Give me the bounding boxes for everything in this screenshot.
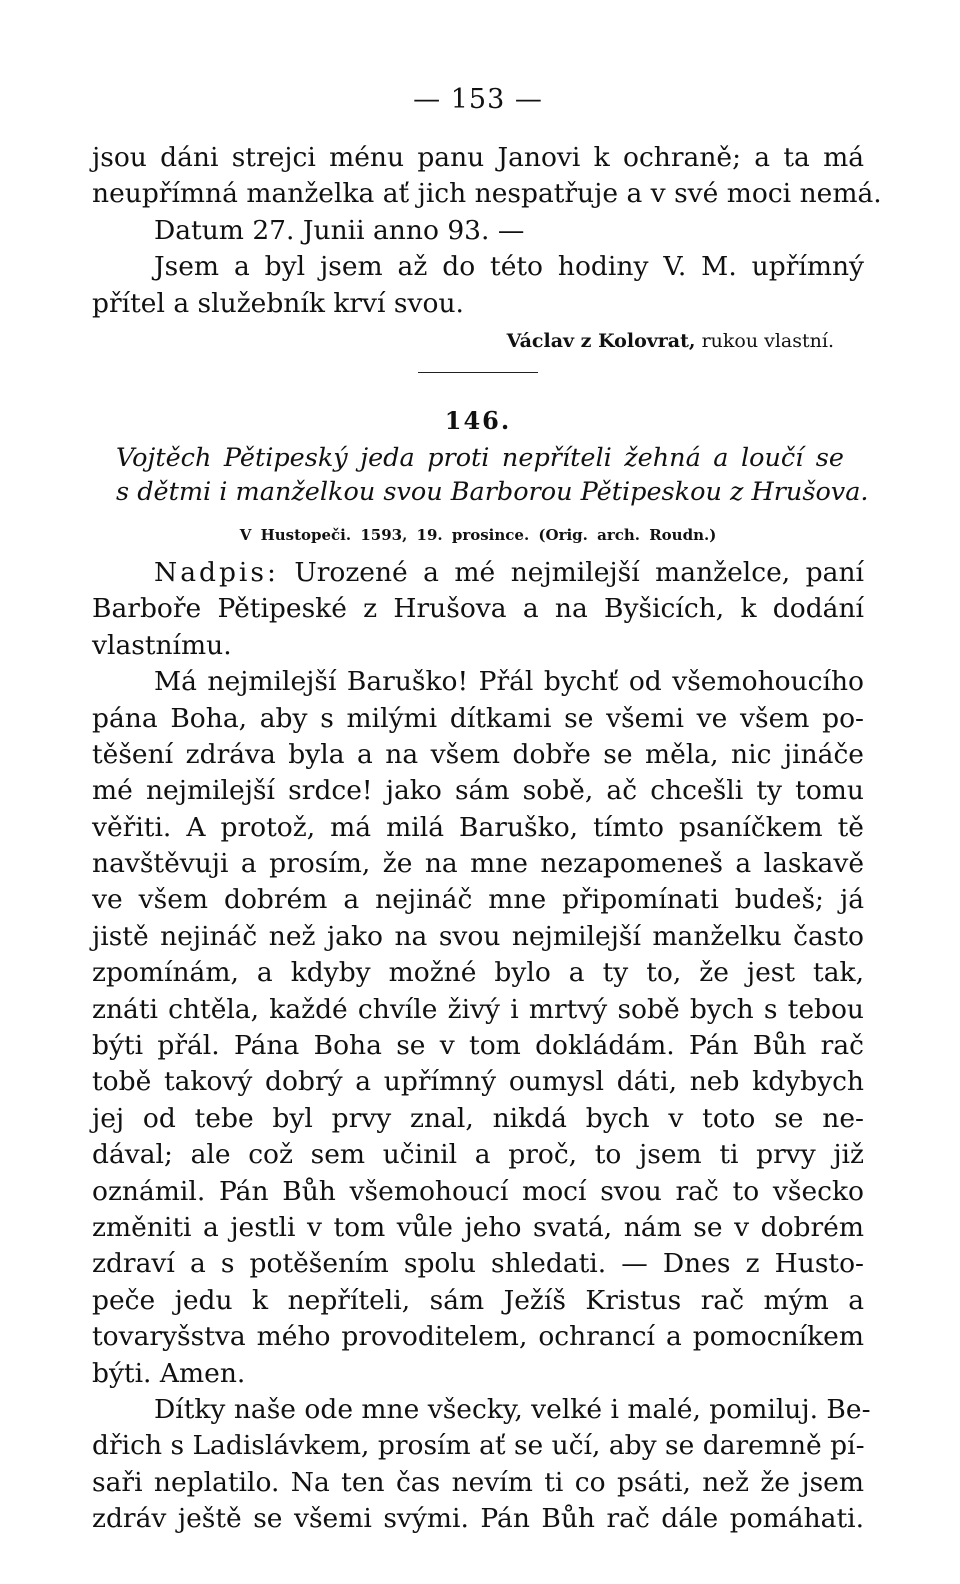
- text-line: Barboře Pětipeské z Hrušova a na Byšicích, k dodání: [92, 593, 864, 625]
- document-heading: [92, 441, 869, 509]
- text-line: Datum 27. Junii anno 93. —: [154, 214, 525, 246]
- text-line: oznámil. Pán Bůh všemohoucí mocí svou rač to všecko: [92, 1175, 864, 1207]
- heading-line: s dětmi i manželkou svou Barborou Pětipeskou z Hrušova.: [116, 476, 869, 507]
- document-number: 146.: [444, 405, 512, 435]
- text-line: saři neplatilo. Na ten čas nevím ti co psáti, než že jsem: [92, 1466, 864, 1498]
- signature-line: [92, 322, 864, 360]
- heading-line: Vojtěch Pětipeský jeda proti nepříteli žehná a loučí se: [116, 442, 844, 473]
- text-line: těšení zdráva byla a na všem dobře se měla, nic jináče: [92, 738, 864, 770]
- text-line: Má nejmilejší Baruško! Přál bychť od všemohoucího: [154, 666, 864, 698]
- text-line: dával; ale což sem učinil a proč, to jsem ti prvy již: [92, 1139, 864, 1171]
- page-number: — 153 —: [413, 84, 543, 115]
- document-source: V Hustopeči. 1593, 19. prosince. (Orig. arch. Roudn.): [239, 525, 717, 544]
- address-first-line: [92, 555, 864, 591]
- letter-paragraph-2: [92, 1392, 871, 1538]
- text-line: Jsem a byl jsem až do této hodiny V. M. upřímný: [154, 251, 864, 283]
- text-line: neupřímná manželka ať jich nespatřuje a v své moci nemá.: [92, 178, 882, 210]
- text-line: býti. Amen.: [92, 1357, 246, 1389]
- text-line: změniti a jestli v tom vůle jeho svatá, nám se v dobrém: [92, 1211, 864, 1243]
- text-line: navštěvuji a prosím, že na mne nezapomeneš a laskavě: [92, 848, 864, 880]
- text-line: zdráv ještě se všemi svými. Pán Bůh rač dále pomáhati.: [92, 1503, 864, 1535]
- address-label: Nadpis:: [154, 556, 279, 588]
- text-line: jsou dáni strejci ménu panu Janovi k ochraně; a ta má: [92, 142, 864, 173]
- text-line: jej od tebe byl prvy znal, nikdá bych v toto se ne-: [92, 1102, 864, 1134]
- text-line: vlastnímu.: [92, 629, 232, 661]
- text-line: znáti chtěla, každé chvíle živý i mrtvý sobě bych s tebou: [92, 993, 864, 1025]
- text-line: peče jedu k nepříteli, sám Ježíš Kristus rač mým a: [92, 1284, 864, 1316]
- text-line: Dítky naše ode mne všecky, velké i malé, pomiluj. Be-: [154, 1393, 871, 1425]
- signature-note: rukou vlastní.: [701, 329, 834, 352]
- text-line: ve všem dobrém a nejináč mne připomínati budeš; já: [92, 884, 864, 916]
- address-block: [92, 555, 864, 664]
- text-line: býti přál. Pána Boha se v tom dokládám. Pán Bůh rač: [92, 1030, 864, 1062]
- text-line: pána Boha, aby s milými dítkami se všemi ve všem po-: [92, 702, 864, 734]
- book-page: [92, 80, 882, 1538]
- text-line: dřich s Ladislávkem, prosím ať se učí, aby se daremně pí-: [92, 1430, 865, 1462]
- address-text: Urozené a mé nejmilejší manželce, paní: [294, 556, 864, 588]
- text-line: přítel a služebník krví svou.: [92, 287, 464, 319]
- signature-name: Václav z Kolovrat,: [506, 329, 696, 352]
- text-line: tovaryšstva mého provoditelem, ochrancí a pomocníkem: [92, 1321, 864, 1353]
- text-line: zdraví a s potěšením spolu shledati. — Dnes z Husto-: [92, 1248, 864, 1280]
- text-line: zpomínám, a kdyby možné bylo a ty to, že jest tak,: [92, 957, 864, 989]
- text-line: mé nejmilejší srdce! jako sám sobě, ač chcešli ty tomu: [92, 775, 864, 807]
- letter-paragraph-1: [92, 664, 864, 1392]
- previous-letter-ending: [92, 140, 882, 322]
- text-line: jistě nejináč než jako na svou nejmilejší manželku často: [92, 920, 864, 952]
- section-divider: [418, 372, 538, 373]
- text-line: věřiti. A protož, má milá Baruško, tímto psaníčkem tě: [92, 811, 864, 843]
- text-line: tobě takový dobrý a upřímný oumysl dáti, neb kdybych: [92, 1066, 864, 1098]
